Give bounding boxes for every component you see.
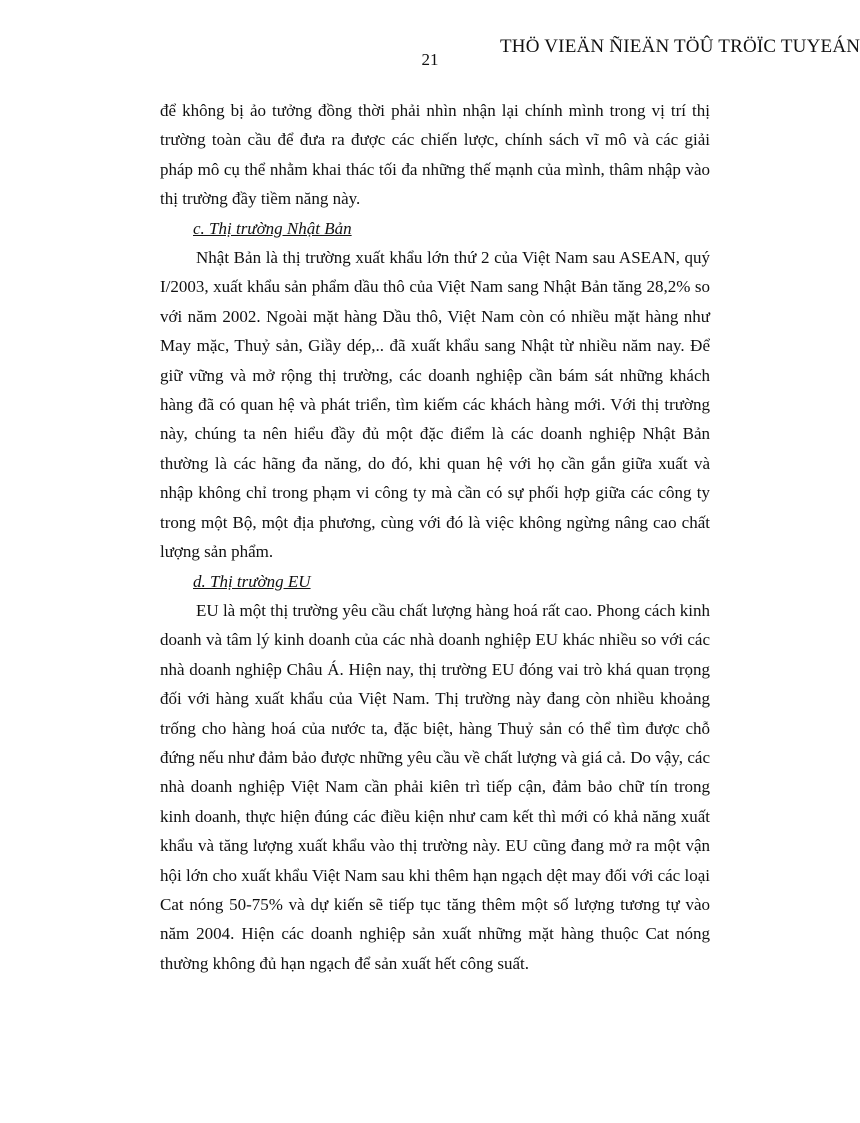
section-heading-japan-market: c. Thị trường Nhật Bản [193,218,352,238]
paragraph-japan-market: Nhật Bản là thị trường xuất khẩu lớn thứ 2 của Việt Nam sau ASEAN, quý I/2003, xuất khẩu sản phẩm dầu thô của Việt Nam sang Nhật Bản tăng 28,2% so với năm 2002. Ngoài mặt hàng Dầu thô, Việt Nam còn có nhiều mặt hàng như May mặc, Thuỷ sản, Giầy dép,.. đã xuất khẩu sang Nhật từ nhiều năm nay. Để giữ vững và mở rộng thị trường, các doanh nghiệp cần bám sát những khách hàng đã có quan hệ và phát triển, tìm kiếm các khách hàng mới. Với thị trường này, chúng ta nên hiểu đầy đủ một đặc điểm là các doanh nghiệp Nhật Bản thường là các hãng đa năng, do đó, khi quan hệ với họ cần gắn giữa xuất và nhập không chỉ trong phạm vi công ty mà cần có sự phối hợp giữa các công ty trong một Bộ, một địa phương, cùng với đó là việc không ngừng nâng cao chất lượng sản phẩm. [160,248,710,562]
paragraph-continuation: để không bị ảo tưởng đồng thời phải nhìn nhận lại chính mình trong vị trí thị trường toàn cầu để đưa ra được các chiến lược, chính sách vĩ mô và các giải pháp mô cụ thể nhằm khai thác tối đa những thế mạnh của mình, thâm nhập vào thị trường đầy tiềm năng này. [160,101,710,209]
header-title: THÖ VIEÄN ÑIEÄN TÖÛ TRÖÏC TUYEÁN [500,36,860,57]
page-number: 21 [421,50,439,69]
section-heading-eu-market: d. Thị trường EU [193,571,311,591]
document-body [160,96,710,978]
paragraph-eu-market: EU là một thị trường yêu cầu chất lượng hàng hoá rất cao. Phong cách kinh doanh và tâm lý kinh doanh của các nhà doanh nghiệp EU khác nhiều so với các nhà doanh nghiệp Châu Á. Hiện nay, thị trường EU đóng vai trò khá quan trọng đối với hàng xuất khẩu của Việt Nam. Thị trường này đang còn nhiều khoảng trống cho hàng hoá của nước ta, đặc biệt, hàng Thuỷ sản có thể tìm được chỗ đứng nếu như đảm bảo được những yêu cầu về chất lượng và giá cả. Do vậy, các nhà doanh nghiệp Việt Nam cần phải kiên trì tiếp cận, đảm bảo chữ tín trong kinh doanh, thực hiện đúng các điều kiện như cam kết thì mới có khả năng xuất khẩu và tăng lượng xuất khẩu vào thị trường này. EU cũng đang mở ra một vận hội lớn cho xuất khẩu Việt Nam sau khi thêm hạn ngạch dệt may đối với các loại Cat nóng 50-75% và dự kiến sẽ tiếp tục tăng thêm một số lượng tương tự vào năm 2004. Hiện các doanh nghiệp sản xuất những mặt hàng thuộc Cat nóng thường không đủ hạn ngạch để sản xuất hết công suất. [160,600,710,973]
